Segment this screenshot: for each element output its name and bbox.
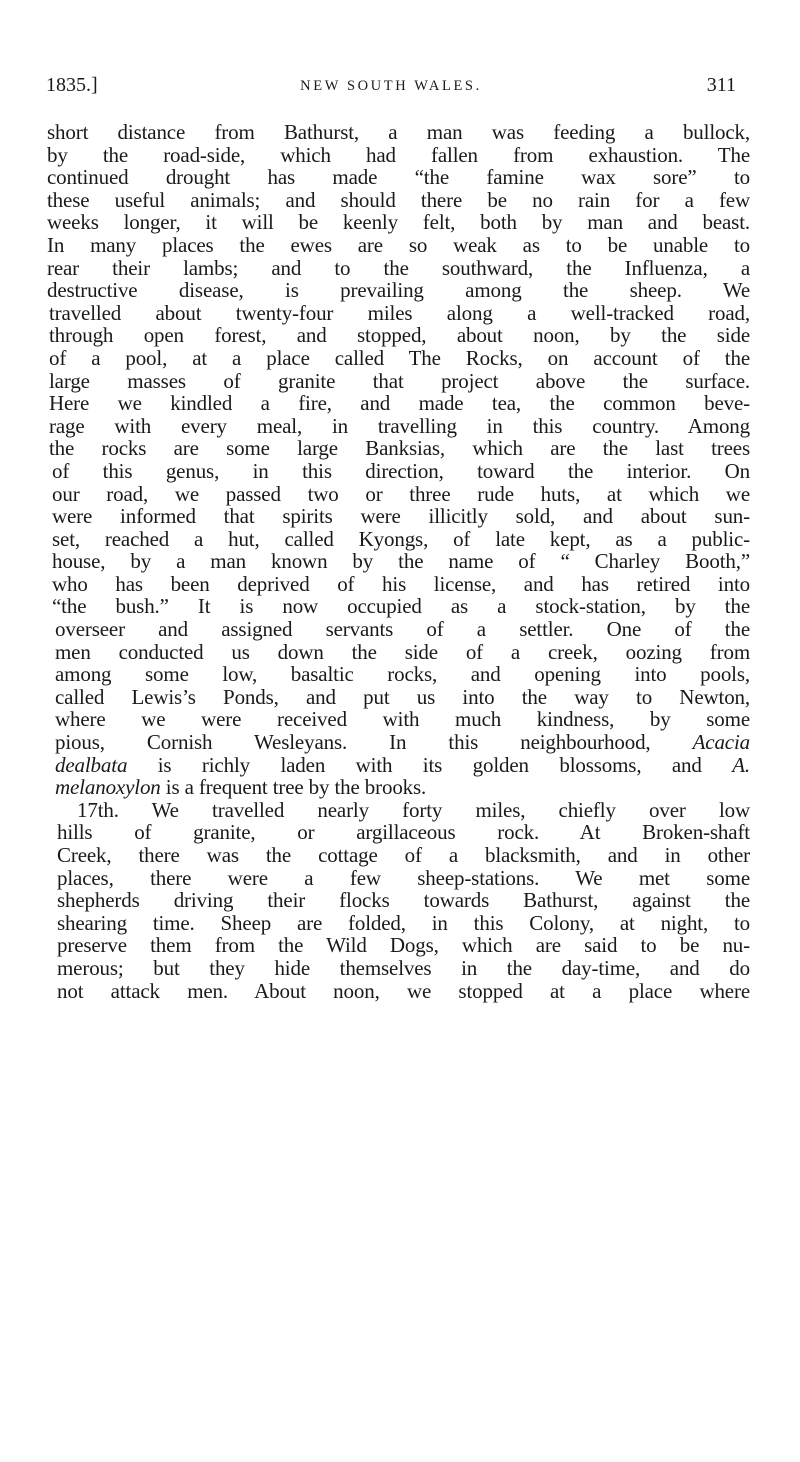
- text-line: rear their lambs; and to the southward, the Influenza, a: [47, 255, 750, 280]
- text-line: called Lewis’s Ponds, and put us into the way to Newton,: [55, 684, 750, 709]
- text-line: large masses of granite that project above the surface.: [49, 368, 750, 393]
- text-line: by the road-side, which had fallen from exhaustion. The: [47, 142, 750, 167]
- text-fragment: is richly laden with its golden blossoms, and: [157, 752, 702, 777]
- running-head-title: NEW SOUTH WALES.: [300, 78, 482, 94]
- text-line: destructive disease, is prevailing among the sheep. We: [47, 278, 750, 303]
- text-line: preserve them from the Wild Dogs, which are said to be nu-: [57, 933, 750, 958]
- text-line-with-italic: [55, 754, 750, 777]
- italic-term: melanoxylon: [55, 775, 161, 800]
- text-line: among some low, basaltic rocks, and opening into pools,: [55, 662, 750, 687]
- text-line: not attack men. About noon, we stopped at a place where: [57, 978, 750, 1003]
- running-head-year: 1835.]: [46, 74, 98, 96]
- running-head: [46, 72, 736, 98]
- text-line-with-italic: [55, 731, 750, 754]
- text-line: merous; but they hide themselves in the day-time, and do: [57, 955, 750, 980]
- text-line: the rocks are some large Banksias, which are the last trees: [49, 436, 750, 461]
- text-line: weeks longer, it will be keenly felt, both by man and beast.: [47, 210, 750, 235]
- text-line: of a pool, at a place called The Rocks, on account of the: [49, 345, 750, 370]
- text-line: these useful animals; and should there be no rain for a few: [47, 187, 750, 212]
- text-line: places, there were a few sheep-stations. We met some: [57, 865, 750, 890]
- text-line: who has been deprived of his license, and has retired into: [52, 571, 750, 596]
- text-line: shearing time. Sheep are folded, in this Colony, at night, to: [57, 910, 750, 935]
- text-line: shepherds driving their flocks towards Bathurst, against the: [57, 888, 750, 913]
- text-line: travelled about twenty-four miles along a well-tracked road,: [49, 300, 750, 325]
- text-line-paragraph-start: 17th. We travelled nearly forty miles, chiefly over low: [77, 797, 750, 822]
- text-line-with-italic: [55, 776, 750, 799]
- text-fragment: is a frequent tree by the brooks.: [165, 775, 427, 800]
- text-line: men conducted us down the side of a creek, oozing from: [55, 639, 750, 664]
- text-line: set, reached a hut, called Kyongs, of late kept, as a public-: [52, 526, 750, 551]
- text-line: “the bush.” It is now occupied as a stock-station, by the: [52, 594, 750, 619]
- text-line: where we were received with much kindness, by some: [55, 707, 750, 732]
- italic-term: dealbata: [55, 752, 128, 777]
- text-line: Here we kindled a fire, and made tea, the common beve-: [49, 391, 750, 416]
- text-line: of this genus, in this direction, toward the interior. On: [52, 458, 750, 483]
- text-line: hills of granite, or argillaceous rock. At Broken-shaft: [57, 820, 750, 845]
- text-line: Creek, there was the cottage of a blacksmith, and in other: [57, 843, 750, 867]
- body-text: [47, 121, 750, 1002]
- text-line: our road, we passed two or three rude huts, at which we: [52, 481, 750, 506]
- text-line: continued drought has made “the famine wax sore” to: [47, 165, 750, 190]
- text-line: rage with every meal, in travelling in this country. Among: [49, 413, 750, 438]
- text-fragment: pious, Cornish Wesleyans. In this neighbourhood,: [55, 730, 651, 755]
- italic-term: Acacia: [692, 730, 751, 755]
- text-line: In many places the ewes are so weak as to be unable to: [47, 232, 750, 257]
- text-line: overseer and assigned servants of a settler. One of the: [55, 617, 750, 642]
- page-number: 311: [706, 74, 736, 96]
- text-line: through open forest, and stopped, about noon, by the side: [49, 323, 750, 348]
- text-line: short distance from Bathurst, a man was feeding a bullock,: [47, 120, 750, 144]
- text-line: house, by a man known by the name of “ Charley Booth,”: [52, 549, 750, 574]
- text-line: were informed that spirits were illicitly sold, and about sun-: [52, 504, 750, 529]
- italic-term: A.: [732, 752, 750, 777]
